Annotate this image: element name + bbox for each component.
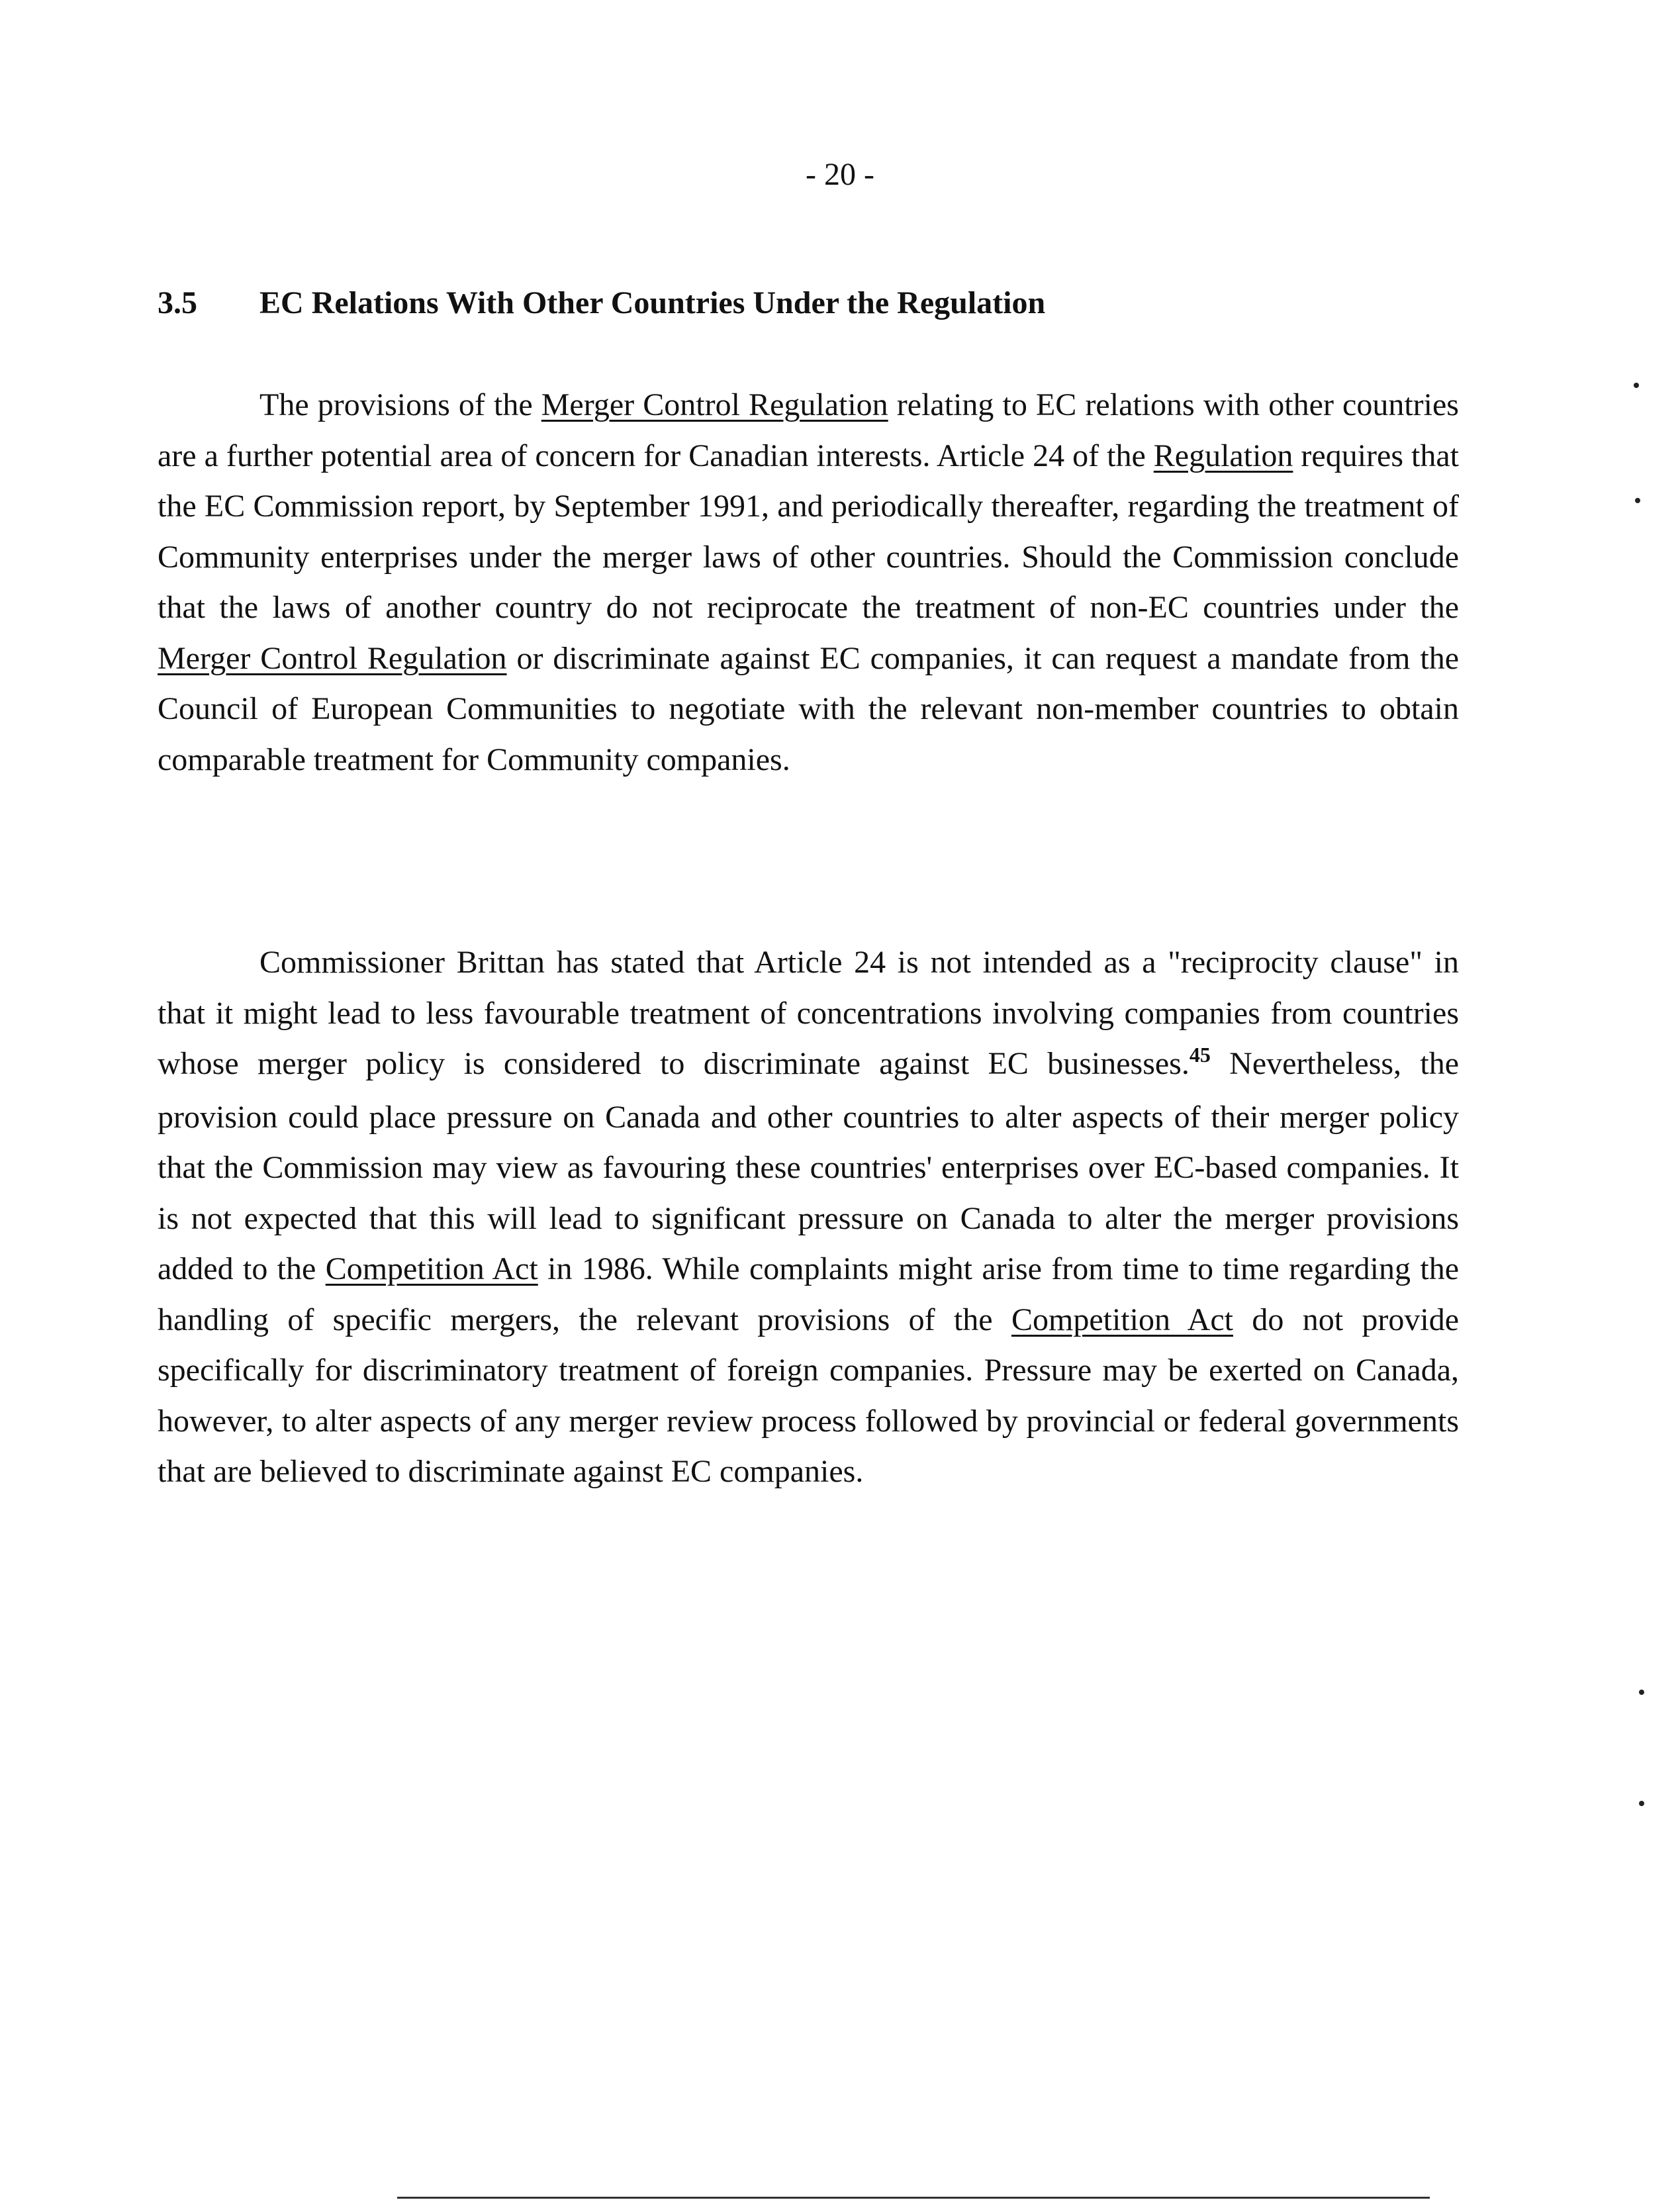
para2-text-3: in 1986. While complaints might arise from time to time regarding the handling of specific mergers, the relevant provisions of the xyxy=(158,1251,1459,1337)
para1-text-3: requires that the EC Commission report, by September 1991, and periodically thereafter, regarding the treatment of Community enterprises under the merger laws of other countries. Should the Commission conclude that the laws of another country do not reciprocate the treatment of non-EC countries under the xyxy=(158,438,1459,625)
para2-text-1: Commissioner Brittan has stated that Article 24 is not intended as a "reciprocity clause" in that it might lead to less favourable treatment of concentrations involving companies from countries whose merger policy is considered to discriminate against EC businesses. xyxy=(158,945,1459,1081)
section-title: EC Relations With Other Countries Under the Regulation xyxy=(259,285,1046,320)
underlined-merger-control-regulation-2: Merger Control Regulation xyxy=(158,640,507,676)
scan-speck xyxy=(1635,498,1640,503)
underlined-merger-control-regulation: Merger Control Regulation xyxy=(541,387,888,422)
scan-speck xyxy=(1639,1801,1644,1806)
body-paragraph-1 xyxy=(158,380,1459,785)
para1-text-4: or discriminate against EC companies, it can request a mandate from the Council of European Communities to negotiate with the relevant non-member countries to obtain comparable treatment for Community companies. xyxy=(158,640,1460,777)
section-number: 3.5 xyxy=(158,285,197,320)
footnote-reference: 45 xyxy=(1189,1043,1211,1067)
para1-text-2: relating to EC relations with other countries are a further potential area of concern for Canadian interests. Article 24 of the xyxy=(158,387,1459,473)
scan-speck xyxy=(1639,1690,1644,1695)
body-paragraph-2 xyxy=(158,937,1459,1498)
page-number: - 20 - xyxy=(806,157,874,192)
underlined-competition-act-2: Competition Act xyxy=(1011,1302,1233,1337)
scan-speck xyxy=(1634,383,1639,388)
section-heading xyxy=(158,285,1349,321)
underlined-regulation: Regulation xyxy=(1153,438,1293,473)
para1-text-1: The provisions of the xyxy=(259,387,541,422)
bottom-edge-rule xyxy=(397,2197,1430,2199)
underlined-competition-act: Competition Act xyxy=(325,1251,538,1286)
para2-text-4: do not provide specifically for discriminatory treatment of foreign companies. Pressure may be exerted on Canada, however, to alter aspects of any merger review process followed by provincial or federal governments that are believed to discriminate against EC companies. xyxy=(158,1302,1460,1489)
para2-text-2: Nevertheless, the provision could place pressure on Canada and other countries to alter aspects of their merger policy that the Commission may view as favouring these countries' enterprises over EC-based companies. It is not expected that this will lead to significant pressure on Canada to alter the merger provisions added to the xyxy=(158,1046,1459,1286)
